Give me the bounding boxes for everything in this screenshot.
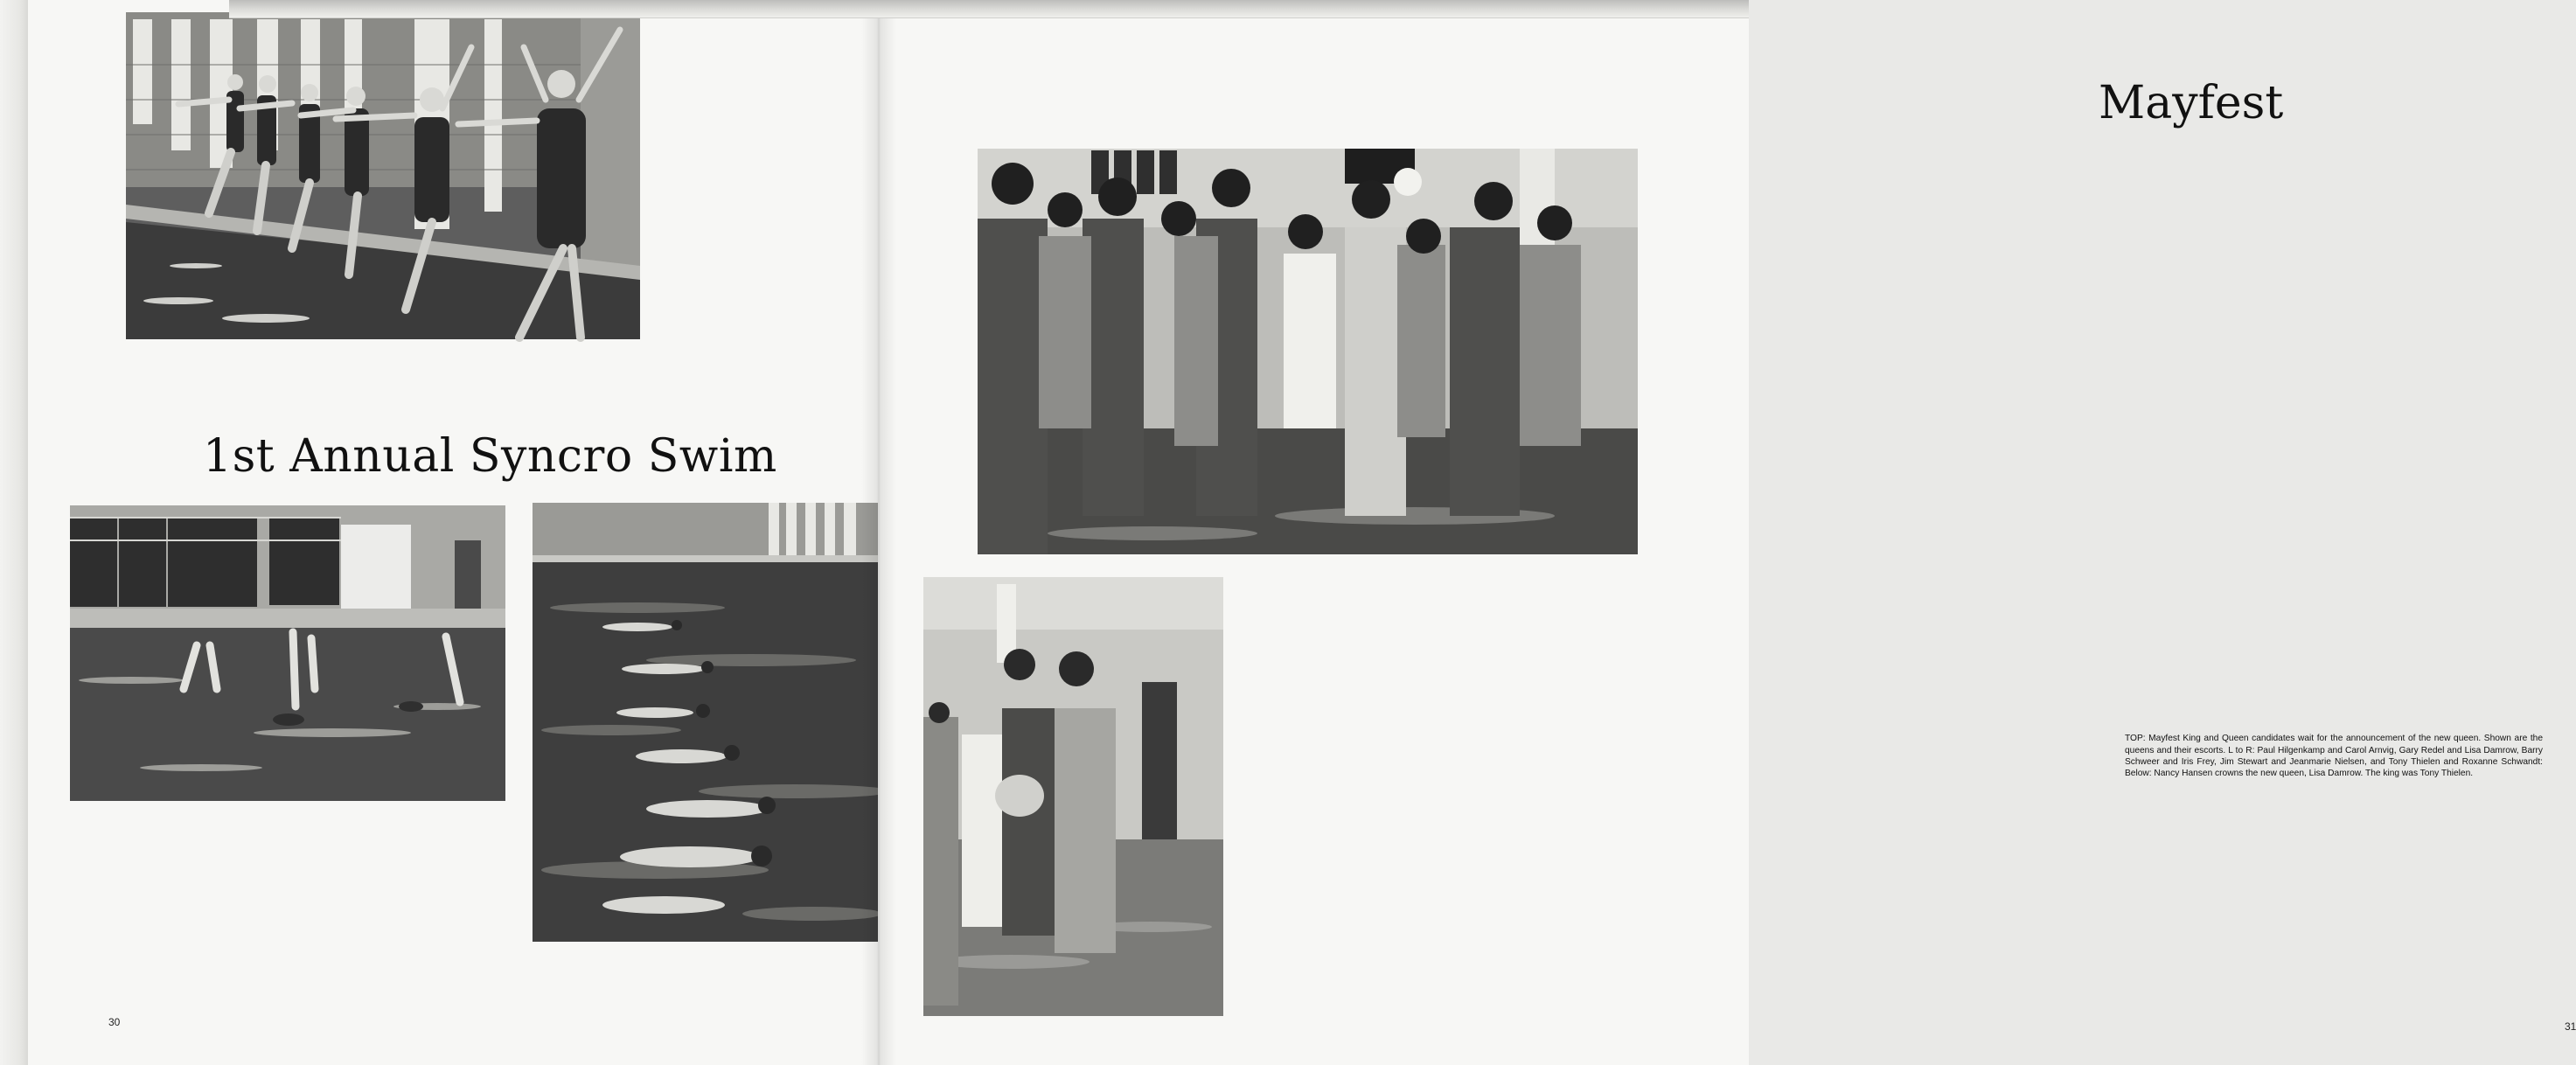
legs-raised-image	[70, 505, 505, 801]
mayfest-heading: Mayfest	[2099, 77, 2284, 129]
mayfest-candidates-image	[978, 149, 1638, 554]
photo-swimmers-floating	[533, 503, 881, 942]
left-page	[28, 0, 879, 1065]
crowning-queen-image	[923, 577, 1223, 1016]
photo-mayfest-candidates	[978, 149, 1638, 554]
top-binding-edge	[229, 0, 1749, 18]
photo-swimmers-on-pool-edge	[126, 12, 640, 339]
swimmers-on-pool-edge-image	[126, 12, 640, 339]
right-page	[878, 0, 2576, 1065]
swimmers-floating-image	[533, 503, 881, 942]
left-book-edge	[0, 0, 28, 1065]
syncro-swim-heading: 1st Annual Syncro Swim	[203, 430, 777, 483]
page-number-right: 31	[2565, 1020, 2576, 1033]
page-number-left: 30	[108, 1016, 121, 1028]
book-gutter	[861, 0, 896, 1065]
mayfest-caption: TOP: Mayfest King and Queen candidates wait for the announcement of the new queen. Shown are the queens and their escorts. L to R: Paul Hilgenkamp and Carol Arnvig, Gary Redel and Lisa Damrow, Barry Schweer and Iris Frey, Jim Stewart and Jeanmarie Nielsen, and Tony Thielen and Roxanne Schwandt: Below: Nancy Hansen crowns the new queen, Lisa Damrow. The king was Tony Thielen.	[2125, 734, 2543, 779]
photo-legs-raised-in-pool	[70, 505, 505, 801]
photo-crowning-queen	[923, 577, 1223, 1016]
